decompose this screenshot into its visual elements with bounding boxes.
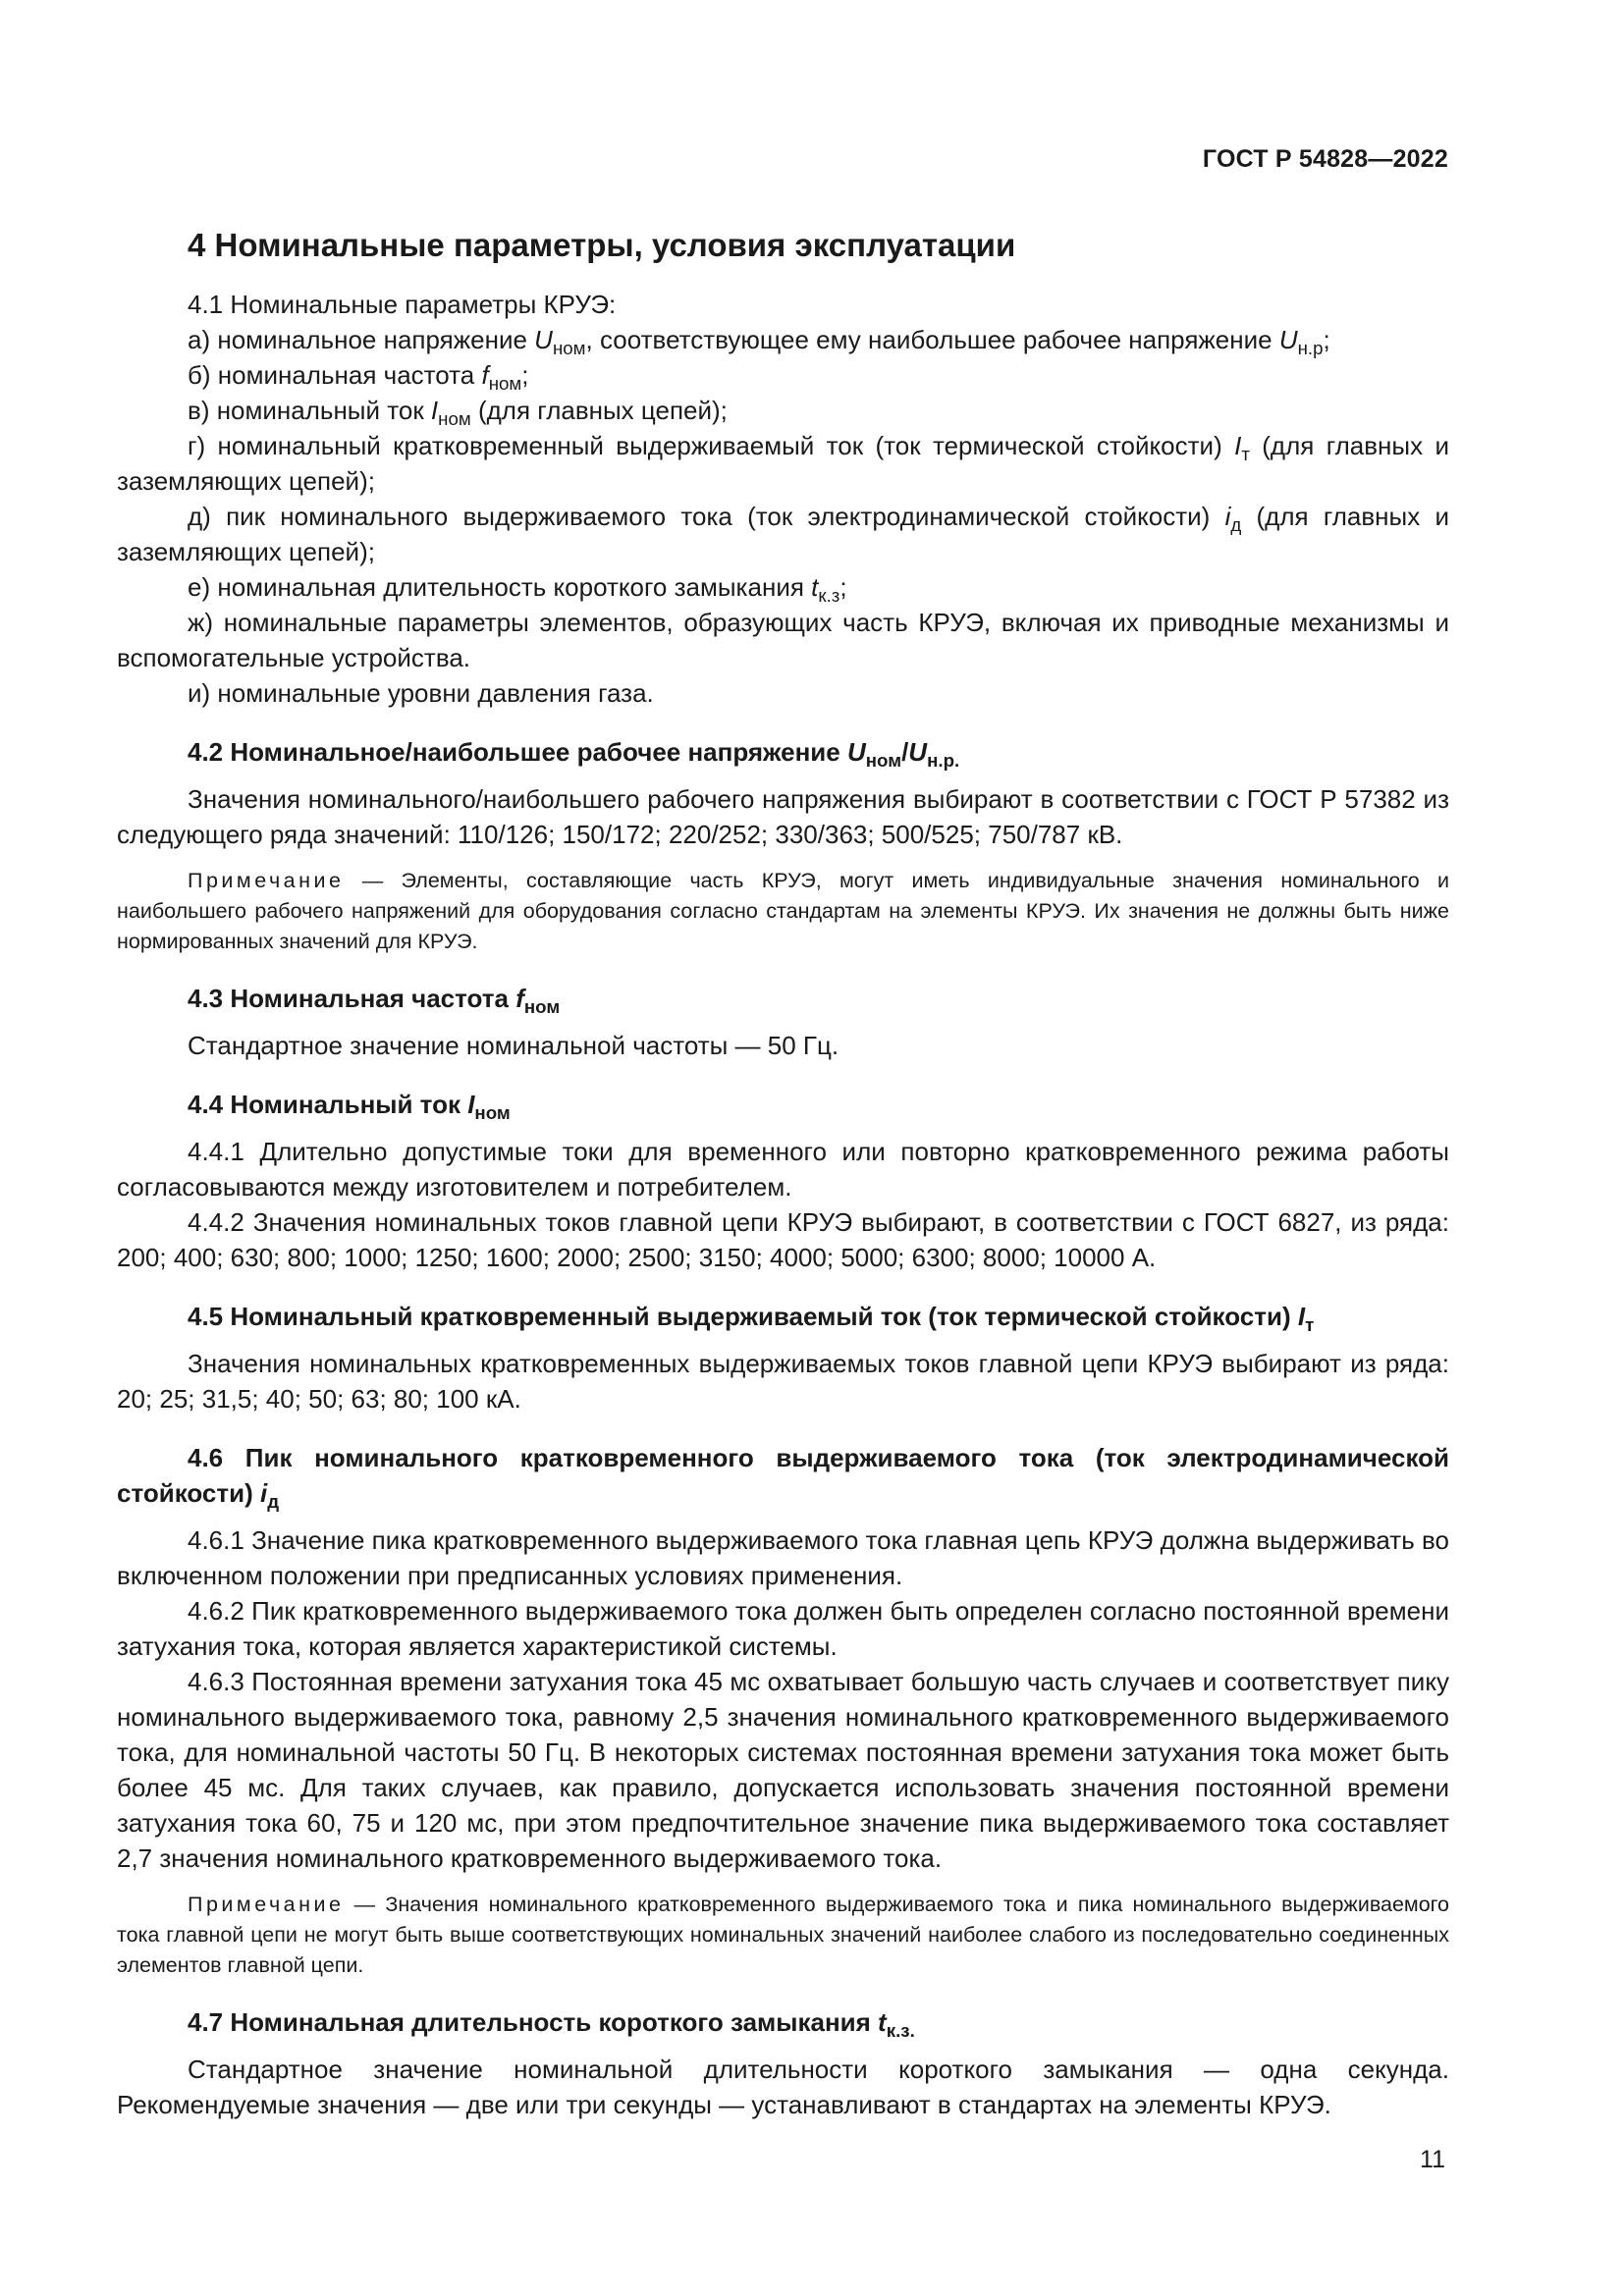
s4-1-item-v: в) номинальный ток $I_{ном}$ (для главных цепей); [188,396,728,429]
s4-3-heading: 4.3 Номинальная частота $f_{ном}$ [188,984,561,1017]
s4-1-item-b: б) номинальная частота $f_{ном}$; [188,360,529,394]
s4-1-item-a: а) номинальное напряжение $U_{ном}$, соответствующее ему наибольшее рабочее напряжение $U_{н.р}$; [188,325,1330,358]
s4-2-note: Примечание — Элементы, составляющие часть КРУЭ, могут иметь индивидуальные значения номинального и наибольшего рабочего напряжений для оборудования согласно стандартам на элементы КРУЭ. Их значения не должны быть ниже нормированных значений для КРУЭ. [117,869,1449,953]
s4-1-item-e: е) номинальная длительность короткого замыкания $t_{к.з}$; [188,572,847,606]
s4-1-item-d: д) пик номинального выдерживаемого тока (ток электродинамической стойкости) $i_д$ (для главных и заземляющих цепей); [117,502,1449,566]
s4-6-2-text: 4.6.2 Пик кратковременного выдерживаемого тока должен быть определен согласно постоянной времени затухания тока, которая является характеристикой системы. [117,1596,1449,1661]
standard-id-header: ГОСТ Р 54828—2022 [1202,145,1448,173]
page-content [117,224,1449,2122]
s4-5-text: Значения номинальных кратковременных выдерживаемых токов главной цепи КРУЭ выбирают из ряда: 20; 25; 31,5; 40; 50; 63; 80; 100 кА. [117,1349,1449,1414]
note-label: Примечание [188,869,345,892]
s4-7-text: Стандартное значение номинальной длительности короткого замыкания — одна секунда. Рекомендуемые значения — две или три секунды — устанавливают в стандартах на элементы КРУЭ. [117,2055,1449,2119]
s4-6-note: Примечание — Значения номинального кратковременного выдерживаемого тока и пика номинального выдерживаемого тока главной цепи не могут быть выше соответствующих номинальных значений наиболее слабого из последовательно соединенных элементов главной цепи. [117,1893,1449,1977]
s4-4-1-text: 4.4.1 Длительно допустимые токи для временного или повторно кратковременного режима работы согласовываются между изготовителем и потребителем. [117,1137,1449,1201]
s4-4-2-text: 4.4.2 Значения номинальных токов главной цепи КРУЭ выбирают, в соответствии с ГОСТ 6827, из ряда: 200; 400; 630; 800; 1000; 1250; 1600; 2000; 2500; 3150; 4000; 5000; 6300; 8000; 10000 А. [117,1207,1449,1272]
s4-5-heading: 4.5 Номинальный кратковременный выдерживаемый ток (ток термической стойкости) $I_т$ [188,1302,1315,1335]
s4-6-heading: 4.6 Пик номинального кратковременного выдерживаемого тока (ток электродинамической стойкости) $i_д$ [117,1443,1449,1512]
s4-4-heading: 4.4 Номинальный ток $I_{ном}$ [188,1090,511,1123]
s4-1-intro: 4.1 Номинальные параметры КРУЭ: [188,290,617,319]
s4-6-1-text: 4.6.1 Значение пика кратковременного выдерживаемого тока главная цепь КРУЭ должна выдерживать во включенном положении при предписанных условиях применения. [117,1525,1449,1590]
s4-2-heading: 4.2 Номинальное/наибольшее рабочее напряжение $U_{ном}/U_{н.р.}$ [188,737,960,771]
s4-1-item-g: г) номинальный кратковременный выдерживаемый ток (ток термической стойкости) $I_т$ (для главных и заземляющих цепей); [117,431,1449,496]
chapter-title: 4 Номинальные параметры, условия эксплуатации [188,227,1016,263]
s4-3-text: Стандартное значение номинальной частоты — 50 Гц. [188,1031,839,1060]
s4-1-item-zh: ж) номинальные параметры элементов, образующих часть КРУЭ, включая их приводные механизмы и вспомогательные устройства. [117,608,1449,672]
s4-2-text: Значения номинального/наибольшего рабочего напряжения выбирают в соответствии с ГОСТ Р 57382 из следующего ряда значений: 110/126; 150/172; 220/252; 330/363; 500/525; 750/787 кВ. [117,784,1449,849]
s4-1-item-i: и) номинальные уровни давления газа. [188,678,654,708]
page-number: 11 [1420,2146,1445,2173]
note-label: Примечание [188,1893,345,1916]
s4-7-heading: 4.7 Номинальная длительность короткого замыкания $t_{к.з.}$ [188,2007,915,2041]
s4-6-3-text: 4.6.3 Постоянная времени затухания тока 45 мс охватывает большую часть случаев и соответствует пику номинального выдерживаемого тока, равному 2,5 значения номинального кратковременного выдерживаемого тока, для номинальной частоты 50 Гц. В некоторых системах постоянная времени затухания тока может быть более 45 мс. Для таких случаев, как правило, допускается использовать значения постоянной времени затухания тока 60, 75 и 120 мс, при этом предпочтительное значение пика выдерживаемого тока составляет 2,7 значения номинального кратковременного выдерживаемого тока. [117,1667,1449,1873]
